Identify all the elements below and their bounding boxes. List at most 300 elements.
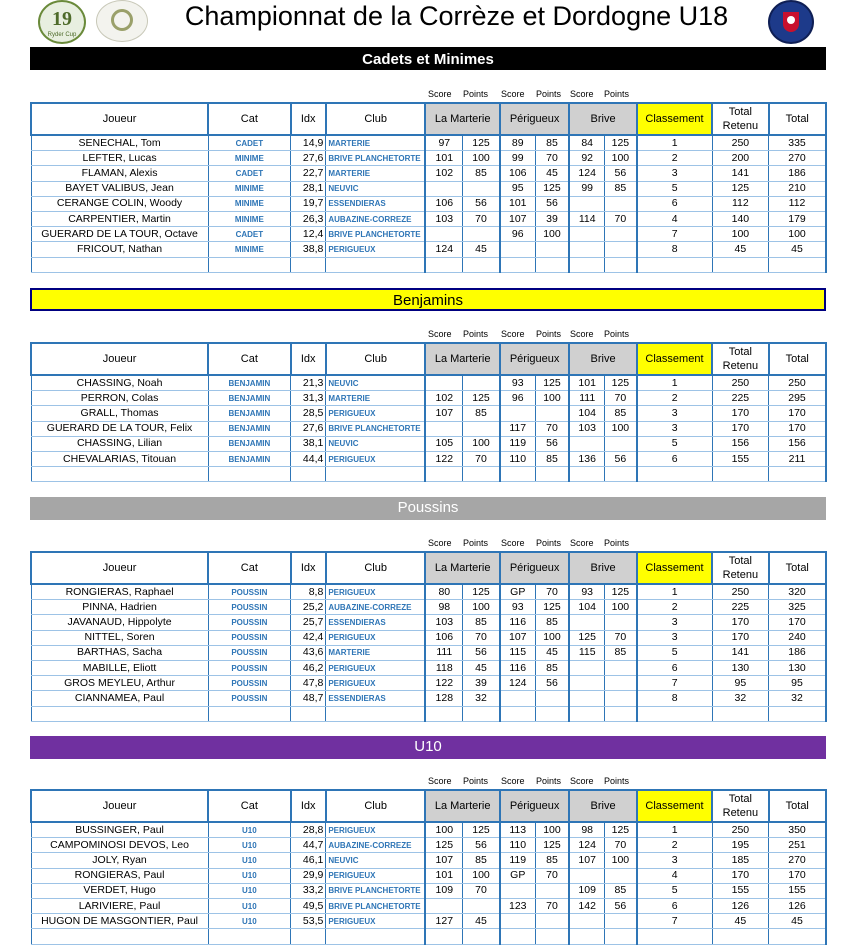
cell-brive-points: [605, 196, 637, 211]
col-header-joueur: Joueur: [31, 790, 208, 822]
table-row: [31, 227, 826, 242]
cell-total: 211: [769, 451, 826, 466]
cell-joueur: [31, 929, 208, 944]
page-header: [0, 0, 863, 44]
col-header-total: Total: [769, 343, 826, 375]
cell-cat: POUSSIN: [208, 600, 291, 615]
cell-marterie-points: 45: [463, 914, 500, 929]
cell-marterie-score: 122: [425, 451, 462, 466]
cell-brive-points: [605, 257, 637, 272]
points-subheader: Points: [536, 89, 562, 99]
cell-total: [769, 706, 826, 721]
cell-total-retenu: 155: [712, 883, 768, 898]
table-row: [31, 822, 826, 838]
col-header-perigueux: Périgueux: [500, 343, 569, 375]
table-row: [31, 868, 826, 883]
table-row: [31, 451, 826, 466]
cell-marterie-points: 125: [463, 391, 500, 406]
cell-joueur: JAVANAUD, Hippolyte: [31, 615, 208, 630]
cell-total: 295: [769, 391, 826, 406]
cell-marterie-score: [425, 421, 462, 436]
table-row: [31, 898, 826, 913]
cell-total: 95: [769, 676, 826, 691]
cell-marterie-points: [463, 375, 500, 391]
col-header-idx: Idx: [291, 343, 326, 375]
cell-classement: 6: [637, 451, 712, 466]
cell-cat: MINIME: [208, 242, 291, 257]
cell-cat: BENJAMIN: [208, 375, 291, 391]
standings-table: [30, 342, 827, 482]
cell-brive-points: [605, 706, 637, 721]
cell-classement: [637, 929, 712, 944]
cell-marterie-score: [425, 706, 462, 721]
score-subheader: Score: [428, 89, 452, 99]
cell-brive-points: 56: [605, 898, 637, 913]
cell-classement: 1: [637, 822, 712, 838]
points-subheader: Points: [463, 89, 489, 99]
cell-club: [326, 257, 426, 272]
ryder-cup-19-logo: 19 Ryder Cup: [38, 0, 86, 44]
cell-perigueux-points: [535, 883, 569, 898]
cell-brive-score: 104: [569, 406, 604, 421]
cell-cat: BENJAMIN: [208, 436, 291, 451]
cell-brive-score: 103: [569, 421, 604, 436]
cell-total-retenu: 100: [712, 227, 768, 242]
col-header-perigueux: Périgueux: [500, 552, 569, 584]
cell-total: 270: [769, 853, 826, 868]
cell-idx: 44,7: [291, 838, 326, 853]
header-row: [31, 103, 826, 135]
cell-perigueux-score: 93: [500, 600, 535, 615]
standings-table: [30, 551, 827, 722]
cell-perigueux-points: 70: [535, 584, 569, 600]
cell-idx: [291, 706, 326, 721]
cell-classement: 1: [637, 584, 712, 600]
empty-row: [31, 706, 826, 721]
score-subheader: Score: [428, 329, 452, 339]
cell-brive-points: 85: [605, 406, 637, 421]
cell-marterie-points: 85: [463, 166, 500, 181]
cell-brive-score: 84: [569, 135, 604, 151]
cell-total: 240: [769, 630, 826, 645]
cell-club: MARTERIE: [326, 391, 426, 406]
cell-cat: BENJAMIN: [208, 391, 291, 406]
cell-club: PERIGUEUX: [326, 451, 426, 466]
cell-perigueux-points: 56: [535, 676, 569, 691]
cell-perigueux-points: 70: [535, 421, 569, 436]
cell-joueur: RONGIERAS, Paul: [31, 868, 208, 883]
section-band: U10: [30, 736, 826, 759]
cell-brive-points: 56: [605, 166, 637, 181]
cell-brive-points: 85: [605, 645, 637, 660]
cell-total: 325: [769, 600, 826, 615]
table-row: [31, 838, 826, 853]
cell-total: 186: [769, 645, 826, 660]
cell-total-retenu: 156: [712, 436, 768, 451]
cell-joueur: BARTHAS, Sacha: [31, 645, 208, 660]
cell-perigueux-score: 95: [500, 181, 535, 196]
cell-idx: 25,7: [291, 615, 326, 630]
cell-marterie-score: 109: [425, 883, 462, 898]
col-header-joueur: Joueur: [31, 552, 208, 584]
cell-total: 186: [769, 166, 826, 181]
table-row: [31, 615, 826, 630]
cell-classement: 2: [637, 391, 712, 406]
cell-brive-score: 142: [569, 898, 604, 913]
cell-marterie-score: 107: [425, 853, 462, 868]
col-header-brive: Brive: [569, 552, 636, 584]
cell-classement: 2: [637, 151, 712, 166]
cell-marterie-score: [425, 467, 462, 482]
cell-brive-score: [569, 660, 604, 675]
cell-perigueux-score: 119: [500, 853, 535, 868]
cell-marterie-points: 70: [463, 883, 500, 898]
cell-perigueux-score: 116: [500, 660, 535, 675]
cell-joueur: CERANGE COLIN, Woody: [31, 196, 208, 211]
header-row: [31, 552, 826, 584]
cell-marterie-score: [425, 375, 462, 391]
cell-marterie-points: [463, 227, 500, 242]
cell-idx: [291, 929, 326, 944]
cell-joueur: VERDET, Hugo: [31, 883, 208, 898]
header-row: [31, 343, 826, 375]
cell-club: PERIGUEUX: [326, 660, 426, 675]
cell-cat: [208, 706, 291, 721]
cell-club: ESSENDIERAS: [326, 196, 426, 211]
cell-marterie-score: [425, 898, 462, 913]
cell-perigueux-score: [500, 467, 535, 482]
cell-marterie-score: 122: [425, 676, 462, 691]
cell-total: 250: [769, 375, 826, 391]
points-subheader: Points: [463, 538, 489, 548]
cell-joueur: JOLY, Ryan: [31, 853, 208, 868]
cell-total-retenu: 185: [712, 853, 768, 868]
cell-brive-score: 99: [569, 181, 604, 196]
col-header-total-retenu: Total Retenu: [712, 552, 768, 584]
cell-total: 251: [769, 838, 826, 853]
cell-club: BRIVE PLANCHETORTE: [326, 898, 426, 913]
cell-marterie-score: [425, 929, 462, 944]
col-header-club: Club: [326, 790, 426, 822]
cell-perigueux-score: 110: [500, 451, 535, 466]
cell-total: 170: [769, 406, 826, 421]
table-row: [31, 211, 826, 226]
col-header-club: Club: [326, 343, 426, 375]
cell-perigueux-points: 56: [535, 196, 569, 211]
table-row: [31, 584, 826, 600]
cell-cat: MINIME: [208, 151, 291, 166]
cell-joueur: CARPENTIER, Martin: [31, 211, 208, 226]
cell-total-retenu: 195: [712, 838, 768, 853]
cell-club: AUBAZINE-CORREZE: [326, 600, 426, 615]
col-header-joueur: Joueur: [31, 103, 208, 135]
cell-perigueux-points: 125: [535, 181, 569, 196]
cell-classement: 2: [637, 600, 712, 615]
cell-perigueux-score: 106: [500, 166, 535, 181]
cell-club: BRIVE PLANCHETORTE: [326, 883, 426, 898]
cell-total-retenu: 170: [712, 630, 768, 645]
cell-classement: 8: [637, 691, 712, 706]
cell-marterie-score: 107: [425, 406, 462, 421]
cell-idx: 22,7: [291, 166, 326, 181]
cell-joueur: [31, 257, 208, 272]
cell-marterie-score: 118: [425, 660, 462, 675]
cell-cat: U10: [208, 883, 291, 898]
cell-perigueux-score: 99: [500, 151, 535, 166]
cell-classement: 4: [637, 211, 712, 226]
cell-classement: 7: [637, 914, 712, 929]
cell-club: [326, 706, 426, 721]
cell-brive-points: [605, 615, 637, 630]
golf-club-logo: [96, 0, 148, 42]
cell-idx: 28,1: [291, 181, 326, 196]
cell-idx: 43,6: [291, 645, 326, 660]
cell-total: 100: [769, 227, 826, 242]
cell-marterie-points: 125: [463, 584, 500, 600]
col-header-classement: Classement: [637, 343, 712, 375]
cell-idx: 38,8: [291, 242, 326, 257]
cell-perigueux-score: 107: [500, 630, 535, 645]
cell-classement: 3: [637, 406, 712, 421]
cell-brive-points: 100: [605, 853, 637, 868]
cell-perigueux-score: GP: [500, 868, 535, 883]
cell-classement: 2: [637, 838, 712, 853]
lion-icon: [787, 16, 795, 24]
cell-cat: CADET: [208, 166, 291, 181]
col-header-brive: Brive: [569, 343, 636, 375]
points-subheader: Points: [536, 538, 562, 548]
col-header-cat: Cat: [208, 790, 291, 822]
cell-marterie-score: 127: [425, 914, 462, 929]
cell-perigueux-points: [535, 914, 569, 929]
cell-brive-points: 125: [605, 375, 637, 391]
cell-marterie-points: 56: [463, 645, 500, 660]
cell-marterie-points: 70: [463, 451, 500, 466]
cell-brive-points: 70: [605, 630, 637, 645]
cell-brive-score: [569, 436, 604, 451]
cell-marterie-points: 100: [463, 600, 500, 615]
cell-cat: POUSSIN: [208, 645, 291, 660]
cell-joueur: GROS MEYLEU, Arthur: [31, 676, 208, 691]
cell-club: PERIGUEUX: [326, 868, 426, 883]
cell-cat: POUSSIN: [208, 615, 291, 630]
cell-marterie-score: 125: [425, 838, 462, 853]
cell-classement: 8: [637, 242, 712, 257]
cell-total-retenu: 250: [712, 135, 768, 151]
cell-total-retenu: 170: [712, 421, 768, 436]
cell-marterie-points: 85: [463, 406, 500, 421]
cell-club: PERIGUEUX: [326, 406, 426, 421]
cell-joueur: LEFTER, Lucas: [31, 151, 208, 166]
cell-perigueux-points: 70: [535, 898, 569, 913]
cell-joueur: PINNA, Hadrien: [31, 600, 208, 615]
cell-marterie-points: [463, 467, 500, 482]
col-header-brive: Brive: [569, 103, 636, 135]
cell-total-retenu: 140: [712, 211, 768, 226]
cell-joueur: RONGIERAS, Raphael: [31, 584, 208, 600]
cell-total-retenu: [712, 929, 768, 944]
cell-brive-points: 100: [605, 600, 637, 615]
cell-total-retenu: 225: [712, 391, 768, 406]
cell-marterie-points: 85: [463, 615, 500, 630]
cell-marterie-points: [463, 929, 500, 944]
col-header-total: Total: [769, 790, 826, 822]
cell-marterie-points: 32: [463, 691, 500, 706]
cell-brive-score: [569, 676, 604, 691]
cell-marterie-score: 80: [425, 584, 462, 600]
cell-idx: 53,5: [291, 914, 326, 929]
cell-total-retenu: 125: [712, 181, 768, 196]
col-header-perigueux: Périgueux: [500, 790, 569, 822]
cell-classement: 3: [637, 853, 712, 868]
standings-table: [30, 102, 827, 273]
cell-perigueux-points: 39: [535, 211, 569, 226]
cell-marterie-points: 125: [463, 822, 500, 838]
cell-idx: 14,9: [291, 135, 326, 151]
cell-brive-score: 114: [569, 211, 604, 226]
cell-idx: 21,3: [291, 375, 326, 391]
cell-cat: U10: [208, 868, 291, 883]
cell-cat: [208, 257, 291, 272]
cell-idx: 28,5: [291, 406, 326, 421]
cell-club: NEUVIC: [326, 375, 426, 391]
cell-perigueux-points: 100: [535, 822, 569, 838]
cell-marterie-points: 70: [463, 211, 500, 226]
col-header-total-retenu: Total Retenu: [712, 343, 768, 375]
cell-brive-score: 124: [569, 166, 604, 181]
table-row: [31, 660, 826, 675]
empty-row: [31, 467, 826, 482]
cell-cat: U10: [208, 898, 291, 913]
cell-club: [326, 467, 426, 482]
col-header-perigueux: Périgueux: [500, 103, 569, 135]
cell-perigueux-points: 45: [535, 645, 569, 660]
cell-brive-score: 93: [569, 584, 604, 600]
cell-perigueux-score: [500, 706, 535, 721]
cell-marterie-score: 105: [425, 436, 462, 451]
cell-brive-score: 115: [569, 645, 604, 660]
cell-cat: POUSSIN: [208, 691, 291, 706]
cell-idx: 28,8: [291, 822, 326, 838]
cell-idx: 49,5: [291, 898, 326, 913]
score-subheader: Score: [501, 89, 525, 99]
table-row: [31, 436, 826, 451]
cell-brive-score: [569, 691, 604, 706]
cell-classement: 1: [637, 135, 712, 151]
cell-brive-points: [605, 660, 637, 675]
col-header-cat: Cat: [208, 343, 291, 375]
cell-brive-points: [605, 691, 637, 706]
cell-total-retenu: [712, 706, 768, 721]
cell-brive-score: [569, 706, 604, 721]
cell-idx: 8,8: [291, 584, 326, 600]
cell-total-retenu: 250: [712, 584, 768, 600]
cell-brive-score: [569, 929, 604, 944]
cell-classement: 6: [637, 660, 712, 675]
cell-brive-score: 111: [569, 391, 604, 406]
cell-total: 170: [769, 615, 826, 630]
cell-perigueux-score: [500, 242, 535, 257]
cell-marterie-points: 100: [463, 868, 500, 883]
cell-brive-points: [605, 929, 637, 944]
cell-classement: 7: [637, 227, 712, 242]
cell-brive-points: 56: [605, 451, 637, 466]
cell-marterie-points: 56: [463, 838, 500, 853]
cell-brive-score: [569, 467, 604, 482]
cell-total: 350: [769, 822, 826, 838]
cell-brive-points: [605, 914, 637, 929]
cell-cat: BENJAMIN: [208, 406, 291, 421]
cell-total-retenu: [712, 467, 768, 482]
cell-perigueux-points: 70: [535, 868, 569, 883]
cell-idx: 33,2: [291, 883, 326, 898]
cell-club: PERIGUEUX: [326, 822, 426, 838]
cell-total: 32: [769, 691, 826, 706]
cell-marterie-score: 97: [425, 135, 462, 151]
cell-cat: POUSSIN: [208, 584, 291, 600]
cell-classement: 3: [637, 615, 712, 630]
score-subheader: Score: [501, 538, 525, 548]
col-header-classement: Classement: [637, 552, 712, 584]
cell-perigueux-points: 125: [535, 838, 569, 853]
cell-total: 210: [769, 181, 826, 196]
cell-perigueux-score: 93: [500, 375, 535, 391]
cell-perigueux-points: 85: [535, 853, 569, 868]
cell-total-retenu: 170: [712, 615, 768, 630]
cell-perigueux-score: 110: [500, 838, 535, 853]
cell-perigueux-points: 85: [535, 451, 569, 466]
empty-row: [31, 929, 826, 944]
cell-perigueux-points: [535, 257, 569, 272]
points-subheader: Points: [463, 776, 489, 786]
cell-idx: 47,8: [291, 676, 326, 691]
table-row: [31, 375, 826, 391]
section-band: Cadets et Minimes: [30, 47, 826, 70]
score-subheader: Score: [501, 776, 525, 786]
cell-total: [769, 257, 826, 272]
cell-joueur: SENECHAL, Tom: [31, 135, 208, 151]
cell-brive-points: [605, 868, 637, 883]
score-subheader: Score: [428, 538, 452, 548]
standings-table: [30, 789, 827, 945]
section-band: Poussins: [30, 497, 826, 520]
cell-total-retenu: 155: [712, 451, 768, 466]
cell-cat: BENJAMIN: [208, 451, 291, 466]
cell-classement: [637, 467, 712, 482]
cell-perigueux-score: 96: [500, 227, 535, 242]
cell-cat: POUSSIN: [208, 660, 291, 675]
cell-marterie-score: 102: [425, 166, 462, 181]
cell-perigueux-score: 107: [500, 211, 535, 226]
cell-joueur: CIANNAMEA, Paul: [31, 691, 208, 706]
cell-perigueux-score: [500, 883, 535, 898]
cell-marterie-points: [463, 421, 500, 436]
cell-club: PERIGUEUX: [326, 630, 426, 645]
cell-total-retenu: [712, 257, 768, 272]
cell-joueur: LARIVIERE, Paul: [31, 898, 208, 913]
cell-brive-points: 70: [605, 211, 637, 226]
cell-classement: 5: [637, 645, 712, 660]
cell-joueur: HUGON DE MASGONTIER, Paul: [31, 914, 208, 929]
cell-total: 170: [769, 421, 826, 436]
cell-brive-points: 125: [605, 135, 637, 151]
cell-marterie-points: 85: [463, 853, 500, 868]
cell-classement: 3: [637, 166, 712, 181]
table-row: [31, 853, 826, 868]
cell-joueur: [31, 706, 208, 721]
cell-marterie-score: 106: [425, 196, 462, 211]
cell-marterie-score: 103: [425, 615, 462, 630]
